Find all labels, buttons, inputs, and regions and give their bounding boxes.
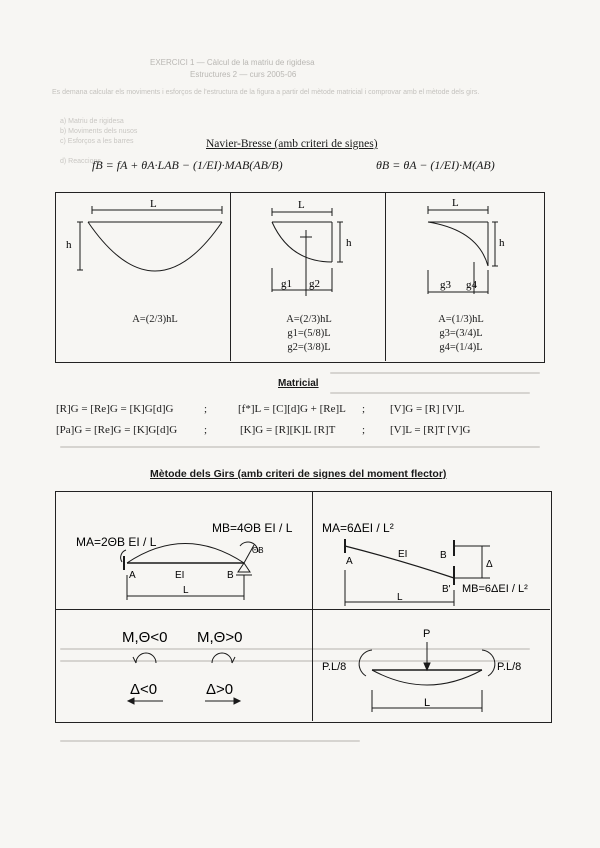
girs-panel-2 bbox=[345, 539, 490, 606]
panel2-B2: B' bbox=[442, 584, 451, 595]
concave-L-label: L bbox=[452, 197, 459, 209]
convex-area: A=(2/3)hL bbox=[286, 314, 332, 325]
panel2-MB: MB=6ΔEI / L² bbox=[462, 583, 528, 595]
convex-g2-value: g2=(3/8)L bbox=[287, 342, 331, 353]
convex-g1-label: g1 bbox=[281, 278, 292, 290]
matricial-r1c2: [f*]L = [C][d]G + [Re]L bbox=[238, 403, 346, 415]
panel2-MA: MA=6ΔEI / L² bbox=[322, 521, 394, 535]
navier-formula-right: θB = θA − (1/EI)·M(AB) bbox=[376, 158, 495, 172]
parabola-L-label: L bbox=[150, 198, 157, 210]
navier-title: Navier-Bresse (amb criteri de signes) bbox=[206, 138, 378, 150]
concave-g4-label: g4 bbox=[466, 279, 477, 291]
panel1-EI: EI bbox=[175, 570, 185, 581]
panel1-A: A bbox=[129, 570, 136, 581]
navier-formula-left: fB = fA + θA·LAB − (1/EI)·MAB(AB/B) bbox=[92, 158, 283, 172]
panel4-P: P bbox=[423, 628, 431, 640]
panel4-right: P.L/8 bbox=[497, 661, 522, 673]
convex-g2-label: g2 bbox=[309, 278, 320, 290]
panel3-neg: M,Θ<0 bbox=[122, 629, 168, 646]
panel4-L: L bbox=[424, 697, 431, 709]
faint-paragraph: Es demana calcular els moviments i esforços de l'estructura de la figura a partir del mètode matricial i comprovar amb el mètode dels girs. bbox=[52, 89, 480, 96]
concave-g3-label: g3 bbox=[440, 279, 451, 291]
matricial-r1c3: [V]G = [R] [V]L bbox=[390, 403, 465, 415]
faint-note-b: b) Moviments dels nusos bbox=[60, 128, 138, 135]
matricial-r2c3: [V]L = [R]T [V]G bbox=[390, 424, 471, 436]
panel2-EI: EI bbox=[398, 549, 408, 560]
panel4-left: P.L/8 bbox=[322, 661, 347, 673]
panel1-theta: ΘB bbox=[252, 546, 264, 555]
girs-panel-1 bbox=[121, 542, 258, 600]
matricial-title: Matricial bbox=[278, 378, 319, 389]
matricial-r1-sep2: ; bbox=[362, 403, 366, 415]
girs-title: Mètode dels Girs (amb criteri de signes del moment flector) bbox=[150, 468, 447, 480]
concave-g3-value: g3=(3/4)L bbox=[439, 328, 483, 339]
parabola-h-label: h bbox=[66, 239, 72, 251]
matricial-r1c1: [R]G = [Re]G = [K]G[d]G bbox=[56, 403, 174, 415]
panel2-delta: Δ bbox=[486, 559, 493, 570]
panel1-B: B bbox=[227, 570, 234, 581]
convex-L-label: L bbox=[298, 199, 305, 211]
faint-header-2: Estructures 2 — curs 2005-06 bbox=[190, 70, 297, 79]
faint-note-c: c) Esforços a les barres bbox=[60, 138, 134, 145]
faint-header-1: EXERCICI 1 — Càlcul de la matriu de rigidesa bbox=[150, 58, 315, 67]
panel1-MB: MB=4ΘB EI / L bbox=[212, 521, 293, 535]
panel3-pos: M,Θ>0 bbox=[197, 629, 243, 646]
convex-g1-value: g1=(5/8)L bbox=[287, 328, 331, 339]
matricial-r2-sep1: ; bbox=[204, 424, 208, 436]
parabola-area: A=(2/3)hL bbox=[132, 314, 178, 325]
panel3-dpos: Δ>0 bbox=[206, 681, 234, 698]
faint-note-a: a) Matriu de rigidesa bbox=[60, 118, 124, 125]
matricial-r2c1: [Pa]G = [Re]G = [K]G[d]G bbox=[56, 424, 178, 436]
panel1-MA: MA=2ΘB EI / L bbox=[76, 535, 157, 549]
panel2-A: A bbox=[346, 556, 353, 567]
concave-h-label: h bbox=[499, 237, 505, 249]
panel3-dneg: Δ<0 bbox=[130, 681, 158, 698]
panel2-L: L bbox=[397, 592, 403, 603]
faint-note-d: d) Reaccions bbox=[60, 158, 101, 165]
matricial-r2-sep2: ; bbox=[362, 424, 366, 436]
concave-area: A=(1/3)hL bbox=[438, 314, 484, 325]
matricial-r2c2: [K]G = [R][K]L [R]T bbox=[240, 424, 336, 436]
matricial-r1-sep1: ; bbox=[204, 403, 208, 415]
panel2-B: B bbox=[440, 550, 447, 561]
convex-h-label: h bbox=[346, 237, 352, 249]
panel1-L: L bbox=[183, 585, 189, 596]
concave-g4-value: g4=(1/4)L bbox=[439, 342, 483, 353]
